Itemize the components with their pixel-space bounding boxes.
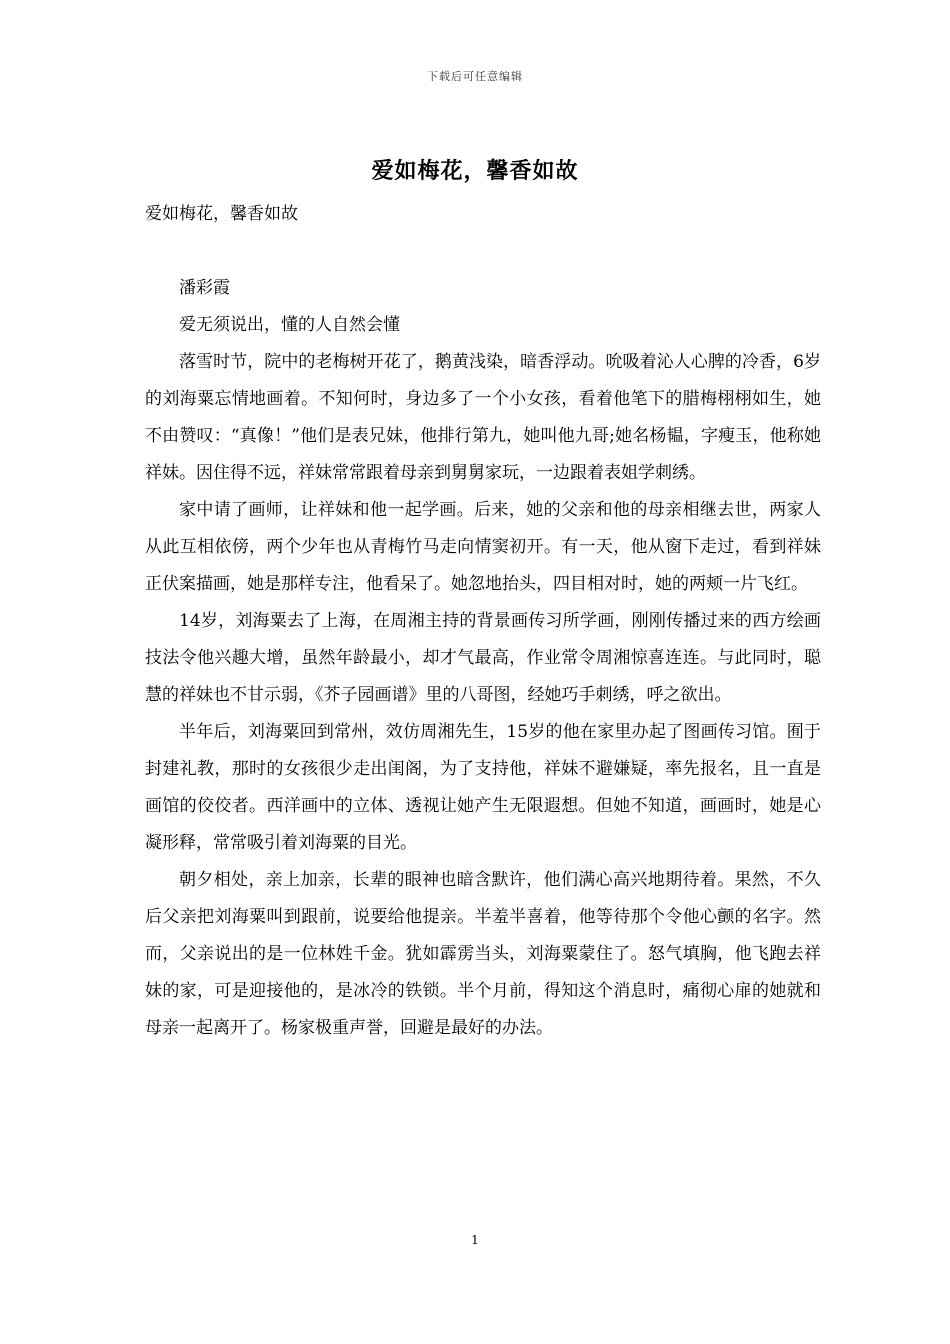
author-name: 潘彩霞 — [179, 278, 230, 298]
page-number: 1 — [471, 1233, 479, 1247]
paragraph: 半年后，刘海粟回到常州，效仿周湘先生，15岁的他在家里办起了图画传习馆。囿于封建礼教，那时的女孩很少走出闺阁，为了支持他，祥妹不避嫌疑，率先报名，且一直是画馆的佼佼者。西洋画中的立体、透视让她产生无限遐想。但她不知道，画画时，她是心凝形释，常常吸引着刘海粟的目光。 — [145, 722, 821, 853]
paragraph: 家中请了画师，让祥妹和他一起学画。后来，她的父亲和他的母亲相继去世，两家人从此互相依傍，两个少年也从青梅竹马走向情窦初开。有一天，他从窗下走过，看到祥妹正伏案描画，她是那样专注，他看呆了。她忽地抬头，四目相对时，她的两颊一片飞红。 — [145, 500, 821, 594]
paragraph: 朝夕相处，亲上加亲，长辈的眼神也暗含默许，他们满心高兴地期待着。果然，不久后父亲把刘海粟叫到跟前，说要给他提亲。半羞半喜着，他等待那个令他心颤的名字。然而，父亲说出的是一位林姓千金。犹如霹雳当头，刘海粟蒙住了。怒气填胸，他飞跑去祥妹的家，可是迎接他的，是冰冷的铁锁。半个月前，得知这个消息时，痛彻心扉的她就和母亲一起离开了。杨家极重声誉，回避是最好的办法。 — [145, 870, 821, 1038]
document-title: 爱如梅花，馨香如故 — [371, 158, 579, 184]
blank-line — [145, 233, 821, 270]
document-body — [145, 196, 821, 1047]
subtitle: 爱如梅花，馨香如故 — [145, 204, 298, 224]
paragraph: 爱无须说出，懂的人自然会懂 — [179, 315, 400, 335]
header-note: 下载后可任意编辑 — [427, 70, 523, 83]
paragraph: 14岁，刘海粟去了上海，在周湘主持的背景画传习所学画，刚刚传播过来的西方绘画技法令他兴趣大增，虽然年龄最小，却才气最高，作业常令周湘惊喜连连。与此同时，聪慧的祥妹也不甘示弱，《芥子园画谱》里的八哥图，经她巧手刺绣，呼之欲出。 — [145, 611, 821, 705]
paragraph: 落雪时节，院中的老梅树开花了，鹅黄浅染，暗香浮动。吮吸着沁人心脾的冷香，6岁的刘海粟忘情地画着。不知何时，身边多了一个小女孩，看着他笔下的腊梅栩栩如生，她不由赞叹：“真像！”他们是表兄妹，他排行第九，她叫他九哥;她名杨韫，字瘦玉，他称她祥妹。因住得不远，祥妹常常跟着母亲到舅舅家玩，一边跟着表姐学刺绣。 — [145, 352, 821, 483]
